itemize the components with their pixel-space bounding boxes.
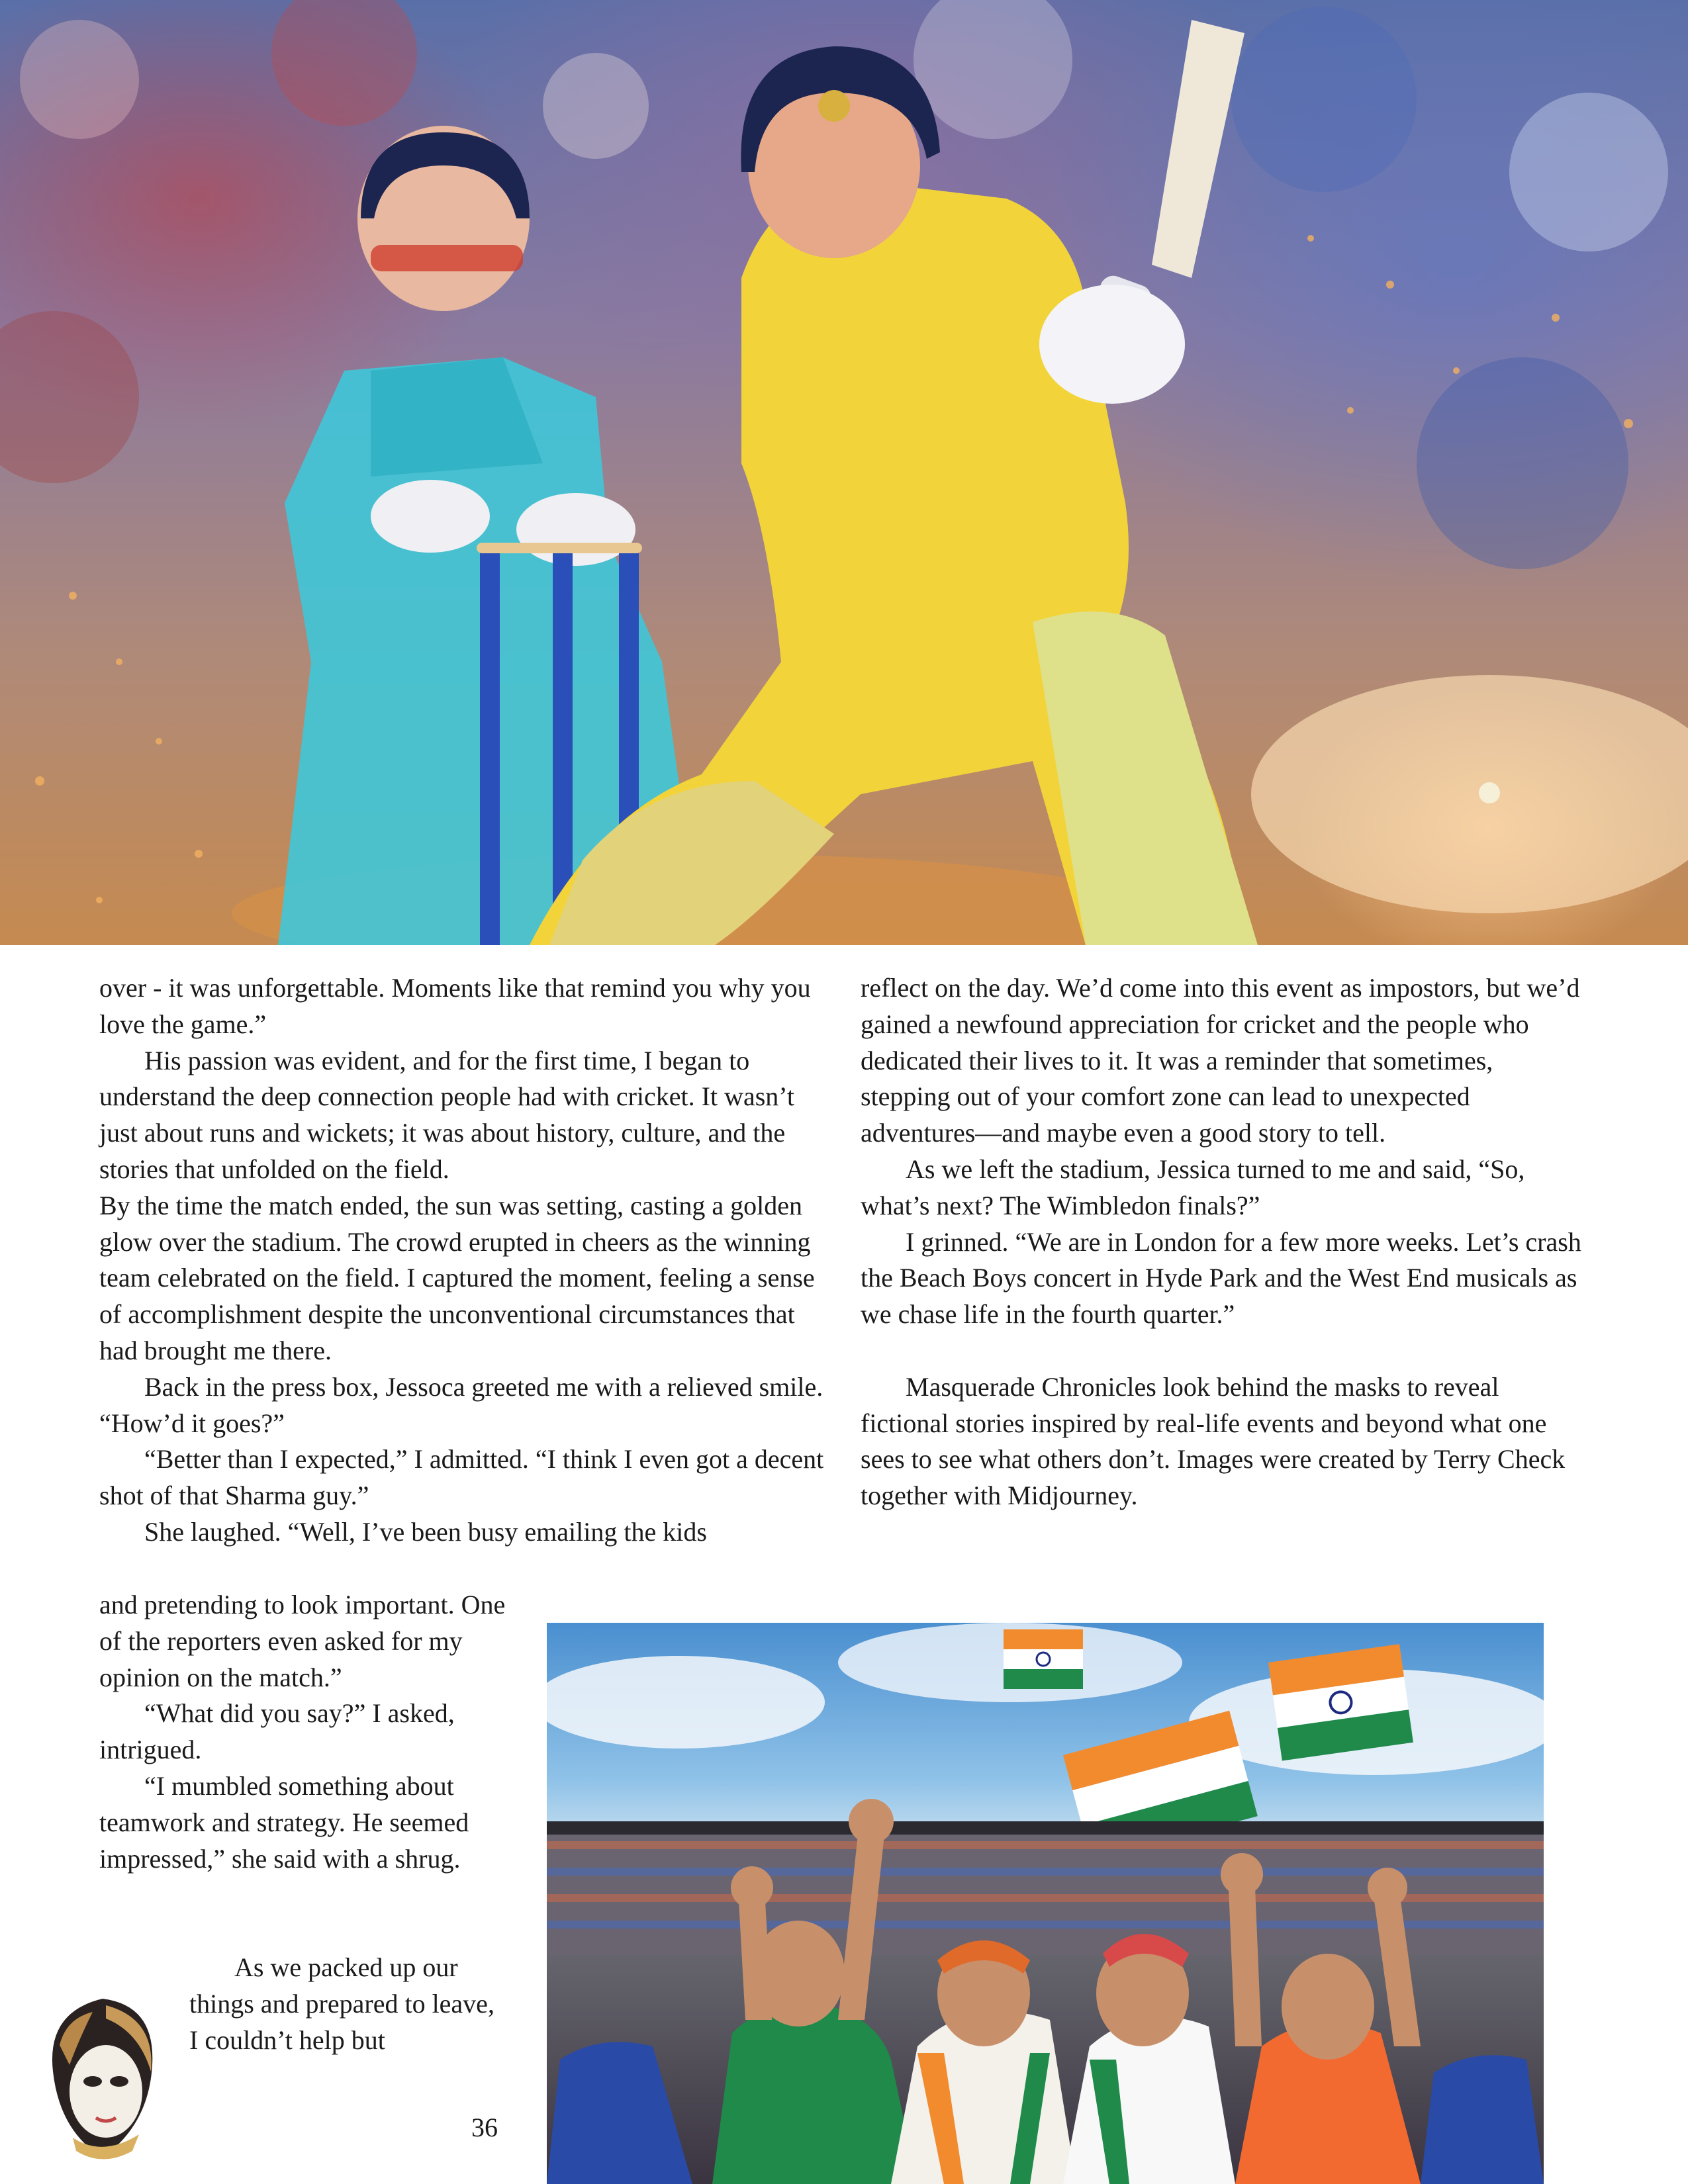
paragraph: She laughed. “Well, I’ve been busy emailing the kids [144,1516,707,1547]
paragraph: and pretending to look important. One of the reporters even asked for my opinion on the match.” [99,1590,506,1692]
paragraph: By the time the match ended, the sun was setting, casting a golden glow over the stadium. The crowd erupted in cheers as the winning team celebrated on the field. I captured the moment, feeling a sense of accomplishment despite the unconventional circumstances that had brought me there. [99,1190,815,1365]
cheering-fans-photo [547,1623,1544,2184]
hero-photo [0,0,1688,945]
paragraph: “Better than I expected,” I admitted. “I think I even got a decent shot of that Sharma guy.” [99,1444,824,1511]
fans-scene-illustration [547,1623,1544,2184]
india-flag [1004,1629,1083,1689]
masquerade-mask-logo [40,1992,165,2171]
india-flag [1268,1644,1413,1760]
paragraph: over - it was unforgettable. Moments like that remind you why you love the game.” [99,973,811,1039]
paragraph: Masquerade Chronicles look behind the masks to reveal fictional stories inspired by real-life events and beyond what one sees to see what others don’t. Images were created by Terry Check together with Midjourney. [861,1371,1566,1511]
paragraph: As we packed up our things and prepared to leave, I couldn’t help but [189,1952,494,2055]
right-column [861,970,1589,1514]
page-number: 36 [471,2113,498,2142]
paragraph: Back in the press box, Jessoca greeted me with a relieved smile. “How’d it goes?” [99,1371,823,1438]
cricket-scene-illustration [0,0,1688,945]
paragraph: I grinned. “We are in London for a few more weeks. Let’s crash the Beach Boys concert in Hyde Park and the West End musicals as we chase life in the fourth quarter.” [861,1226,1581,1330]
paragraph: As we left the stadium, Jessica turned to me and said, “So, what’s next? The Wimbledon finals?” [861,1154,1525,1220]
left-column [99,970,827,1551]
paragraph: His passion was evident, and for the first time, I began to understand the deep connection people had with cricket. It wasn’t just about runs and wickets; it was about history, culture, and the stories that unfolded on the field. [99,1045,795,1184]
paragraph: “What did you say?” I asked, intrigued. [99,1698,455,1765]
left-column-narrow [99,1587,510,1877]
paragraph: reflect on the day. We’d come into this event as impostors, but we’d gained a newfound appreciation for cricket and the people who dedicated their lives to it. It was a reminder that sometimes, stepping out of your comfort zone can lead to unexpected adventures—and maybe even a good story to tell. [861,973,1580,1148]
mask-icon [40,1992,165,2171]
paragraph: “I mumbled something about teamwork and strategy. He seemed impressed,” she said with a shrug. [99,1770,469,1874]
